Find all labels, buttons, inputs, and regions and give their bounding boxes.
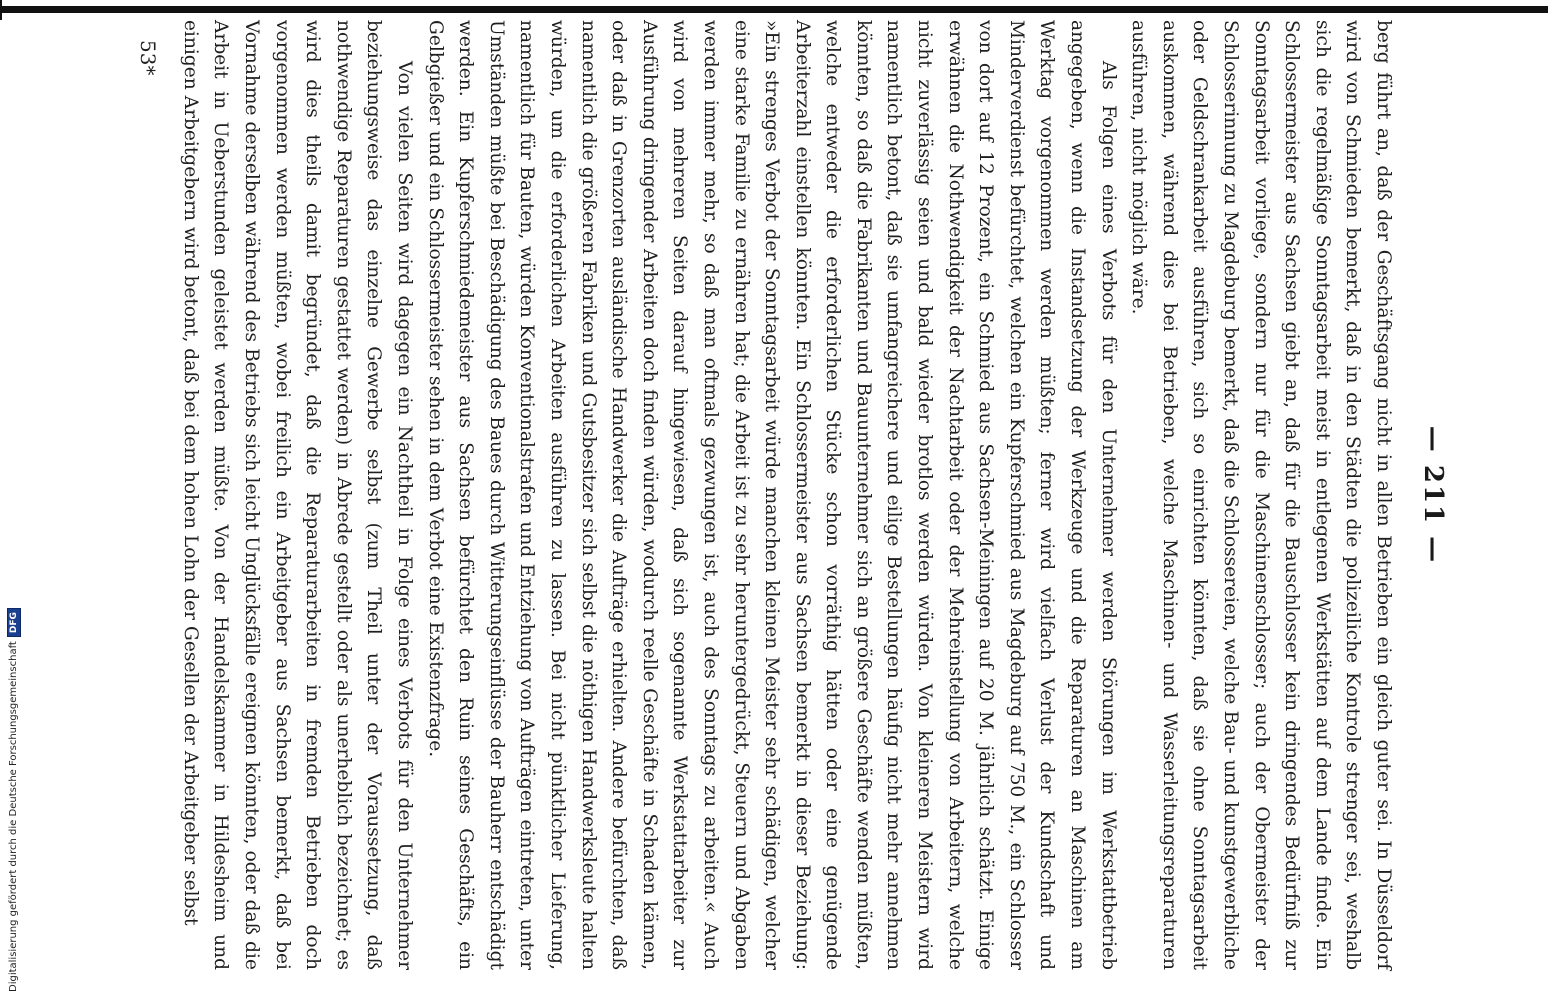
page-body-text — [174, 20, 1398, 970]
paragraph-3: Von vielen Seiten wird dagegen ein Nachtheil in Folge eines Verbots für den Unternehmer beziehungsweise das einzelne Gewerbe selbst (zum Theil unter der Voraussetzung, daß nothwendige Reparaturen gestattet werden) in Abrede gestellt oder als unerheblich bezeichnet; es wird dies theils damit begründet, daß die Reparaturarbeiten in fremden Betrieben doch vorgenommen werden müßten, wobei freilich ein Arbeitgeber aus Sachsen bemerkt, daß bei Vornahme derselben während des Betriebs sich leicht Unglücksfälle ereignen könnten, oder daß die Arbeit in Ueberstunden geleistet werden müßte. Von der Handelskammer in Hildesheim und einigen Arbeitgebern wird betont, daß bei dem hohen Lohn der Gesellen der Arbeitgeber selbst — [179, 20, 415, 970]
signature-mark: 53* — [136, 40, 160, 76]
left-border-rule — [0, 0, 2, 20]
digitization-footer — [6, 592, 22, 992]
digitization-credit: Digitalisierung gefördert durch die Deutsche Forschungsgemeinschaft — [8, 641, 19, 992]
dfg-logo-icon: DFG — [7, 608, 21, 637]
page-number: — 211 — — [1418, 425, 1448, 565]
paragraph-1: berg führt an, daß der Geschäftsgang nicht in allen Betrieben ein gleich guter sei. In Düsseldorf wird von Schmieden bemerkt, daß in den Städten die polizeiliche Kontrole strenger sei, weshalb sich die regelmäßige Sonntagsarbeit meist in entlegenen Werkstätten auf dem Lande finde. Ein Schlossermeister aus Sachsen giebt an, daß für die Bauschlosser kein dringendes Bedürfniß zur Sonntagsarbeit vorliege, sondern nur für die Maschinenschlosser; auch der Obermeister der Schlosserinnung zu Magdeburg bemerkt, daß die Schlossereien, welche Bau- und kunstgewerbliche oder Geldschrankarbeit ausführen, sich so einrichten könnten, daß sie ohne Sonntagsarbeit auskommen, während dies bei Betrieben, welche Maschinen- und Wasserleitungsreparaturen ausführen, nicht möglich wäre. — [1128, 20, 1394, 970]
top-border-rule — [0, 6, 1548, 13]
scanned-page — [20, 20, 1460, 970]
paragraph-2: Als Folgen eines Verbots für den Unternehmer werden Störungen im Werkstattbetrieb angegeben, wenn die Instandsetzung der Werkzeuge und die Reparaturen an Maschinen am Werktag vorgenommen werden müßten; ferner wird vielfach Verlust der Kundschaft und Minderverdienst befürchtet, welchen ein Kupferschmied aus Magdeburg auf 750 M., ein Schlosser von dort auf 12 Prozent, ein Schmied aus Sachsen-Meiningen auf 20 M. jährlich schätzt. Einige erwähnen die Nothwendigkeit der Nachtarbeit oder der Mehreinstellung von Arbeitern, welche nicht zuverlässig seien und bald wieder brotlos werden würden. Von kleineren Meistern wird namentlich betont, daß sie umfangreichere und eilige Bestellungen häufig nicht mehr annehmen könnten, so daß die Fabrikanten und Bauunternehmer sich an größere Geschäfte wenden müßten, welche entweder die erforderlichen Stücke schon vorräthig hätten oder eine genügende Arbeiterzahl einstellen könnten. Ein Schlossermeister aus Sachsen bemerkt in dieser Beziehung: »Ein strenges Verbot der Sonntagsarbeit würde manchen kleinen Meister sehr schädigen, welcher eine starke Familie zu ernähren hat; die Arbeit ist zu sehr heruntergedrückt, Steuern und Abgaben werden immer mehr, so daß man oftmals gezwungen ist, auch des Sonntags zu arbeiten.« Auch wird von mehreren Seiten darauf hingewiesen, daß sich sogenannte Werkstattarbeiter zur Ausführung dringender Arbeiten doch finden würden, wodurch reelle Geschäfte in Schaden kämen, oder daß in Grenzorten ausländische Handwerker die Aufträge erhielten. Andere befürchten, daß namentlich die größeren Fabriken und Gutsbesitzer sich selbst die nöthigen Handwerksleute halten würden, um die erforderlichen Arbeiten ausführen zu lassen. Bei nicht pünktlicher Lieferung, namentlich für Bauten, würden Konventionalstrafen und Entziehung von Aufträgen eintreten, unter Umständen müßte bei Beschädigung des Baues durch Witterungseinflüsse der Bauherr entschädigt werden. Ein Kupferschmiedemeister aus Sachsen befürchtet den Ruin seines Geschäfts, ein Gelbgießer und ein Schlossermeister sehen in dem Verbot eine Existenzfrage. — [424, 20, 1119, 970]
